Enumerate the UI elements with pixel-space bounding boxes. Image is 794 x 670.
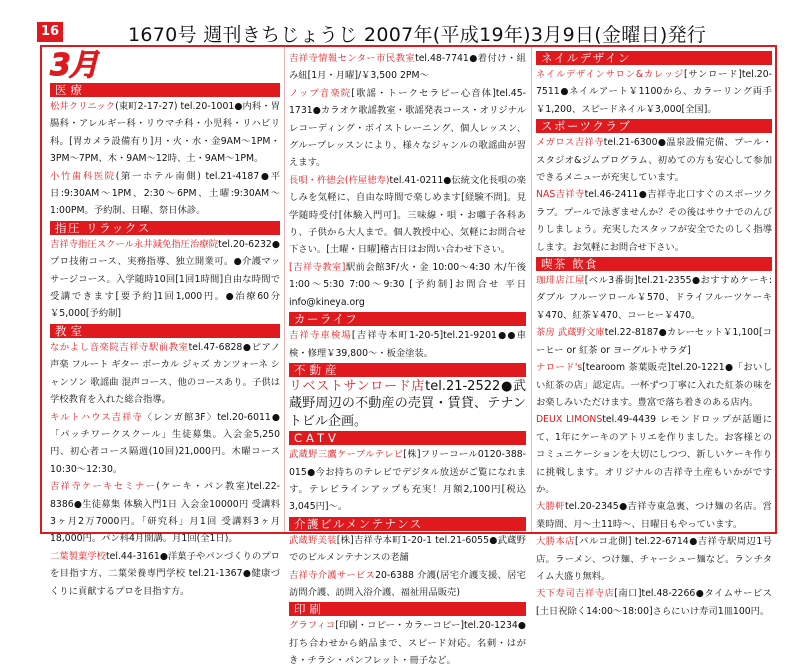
category-heading: ネイルデザイン	[536, 51, 772, 65]
listing-name: ネイルデザインサロン&カレッジ	[536, 69, 685, 80]
listing-name: 吉祥寺指圧スクール永井減免指圧治療院	[50, 238, 219, 250]
column-3	[536, 50, 773, 617]
listing-name: 天下寿司吉祥寺店	[536, 588, 615, 600]
category-heading: 印刷	[289, 602, 526, 616]
listing-text: tel.20-2345●吉祥寺東急裏、つけ麺の名店。営業時間、月〜土11時〜、日曜日もやっています。	[536, 501, 772, 530]
listing-name: なかよし音楽院吉祥寺駅前教室	[50, 341, 189, 353]
listing-name: 珈琲店江屋	[536, 275, 585, 287]
listing-entry	[289, 327, 526, 362]
listing-name: [吉祥寺教室]	[289, 261, 346, 273]
listing-entry	[536, 134, 772, 186]
listing-text: tel.47-6828●ピアノ 声楽 フルート ギター ボーカル ジャズ カンツォーネ シャンソン 歌謡曲 混声コース、他のコースあり。子供は学校教育を入れた総合指導。	[50, 341, 280, 406]
listing-entry	[289, 532, 526, 567]
listing-name: ノップ音楽院	[289, 87, 352, 99]
listing-name: 大勝軒	[536, 501, 565, 513]
listing-text: tel.22-8187●カレーセット￥1,100[コーヒー or 紅茶 or ヨーグルトサラダ]	[536, 327, 772, 356]
listing-text: [吉祥寺本町1-20-5]tel.21-9201●●車検・修理￥39,800〜・板金塗装。	[289, 330, 526, 359]
listing-text: [株]吉祥寺本町1-20-1 tel.21-6055●武蔵野でのビルメンテナンスの老舗	[289, 534, 526, 564]
listing-name: 吉祥寺車検場	[289, 330, 352, 342]
listing-entry	[289, 259, 526, 311]
listing-entry	[536, 272, 772, 324]
listing-entry	[536, 359, 772, 411]
listing-text: [印刷・コピー・カラーコピー]tel.20-1234●打ち合わせから納品まで、スピード対応。名刺・はがき・チラシ・パンフレット・冊子など。	[289, 620, 526, 667]
listing-name: リベストサンロード店	[289, 378, 426, 394]
listing-text: [パルコ北側] tel.22-6714●吉祥寺駅周辺1号店。ラーメン、つけ麺、チャーシュー麺など。ランチタイム大盛り無料。	[536, 536, 772, 582]
category-heading: 介護ビルメンテナンス	[289, 517, 526, 531]
category-heading: 医療	[50, 83, 280, 97]
listing-frame	[40, 45, 777, 667]
category-heading: スポーツクラブ	[536, 119, 772, 133]
listing-name: 吉祥寺情報センター市民教室	[289, 53, 416, 64]
listing-name: NAS吉祥寺	[536, 189, 585, 201]
listing-text: [サンロード]tel.20-7511●ネイルアート￥1100から、カラーリング両手￥1,200、スピードネイル￥3,000[全国]。	[536, 69, 772, 115]
listing-name: メガロス吉祥寺	[536, 137, 604, 149]
listing-entry	[289, 617, 526, 669]
category-heading: CATV	[289, 431, 526, 445]
listing-name: 小竹歯科医院	[50, 170, 116, 182]
month-label: 3月	[50, 48, 97, 83]
listing-text: tel.46-2411●吉祥寺北口すぐのスポーツクラブ。プールで泳ぎませんか？その後はサウナでのんびりしましょう。充実したスタッフが安全でたのしく指導します。お気軽にお問合せ下さい。	[536, 189, 773, 253]
listing-text: [ベル3番街]tel.21-2355●おすすめケーキ:ダブル フルーツロール￥570、ドライフルーツケーキ￥470、紅茶￥470、コーヒー￥470。	[536, 275, 772, 321]
listing-name: DEUX LIMONS	[536, 414, 603, 426]
listing-name: 長唄・杵徳会(杵屋徳寿)	[289, 174, 390, 186]
listing-text: tel.49-4439 レモンドロップが話題にて、1年にケーキのアトリエを作りました。お客様とのコミュニケーションを大切にしつつ、新しいケーキ作りに挑戦します。オリジナルの吉祥寺土産もいかがですか。	[536, 414, 772, 495]
listing-entry	[289, 378, 526, 430]
listing-text: [株]フリーコール0120-388-015●今お持ちのテレビでデジタル放送がご覧になれます。テレビラインアップも充実！月額2,100円[税込3,045円]〜。	[289, 449, 526, 513]
listing-entry	[536, 585, 772, 620]
listing-entry	[289, 50, 526, 85]
listing-text: (ケーキ・パン教室)tel.22-8386●生徒募集 体験入門1日 入会金10000円 受講料3ヶ月2万7000円。「研究科」月1回 受講料3ヶ月18,000円。パン科4月開講。月1回(全1日)。	[50, 481, 280, 545]
listing-name: ナロード's	[536, 362, 583, 374]
page-title: 1670号 週刊きちじょうじ 2007年(平成19年)3月9日(金曜日)発行	[128, 24, 707, 46]
listing-name: 松井クリニック	[50, 101, 116, 112]
listing-text: 〈レンガ館3F〉tel.20-6011●「パッチワークスクール」生徒募集。入会金5,250円、初心者コース隔週(10回)21,000円。木曜コース10:30〜12:30。	[50, 411, 281, 475]
listing-name: 武蔵野美装	[289, 534, 337, 546]
listing-text: tel.20-6232●プロ技術コース、実務指導、独立開業可。●介護マッサージコース。入学随時10回[1回1時間]自由な時間で受講できます[要予約]1回1,000円。●治療60分￥5,000[予約制]	[50, 238, 280, 320]
listing-text: tel.21-2522●武蔵野周辺の不動産の売買・賃貸、テナントビル企画。	[289, 378, 527, 429]
listing-entry	[289, 172, 526, 259]
listing-name: キルトハウス吉祥寺	[50, 411, 143, 423]
listing-text: (東町2-17-27) tel.20-1001●内科・胃腸科・アレルギー科・リウマチ科・小児科・リハビリ科。[胃カメラ設備有り]月・火・水・金9AM〜1PM・3PM〜7PM、木・9AM〜12時、土・9AM〜1PM。	[50, 101, 280, 165]
listing-entry	[50, 339, 280, 409]
listing-entry	[536, 66, 772, 118]
listing-name: グラフィコ	[289, 620, 336, 632]
listing-entry	[536, 498, 772, 533]
column-divider	[531, 47, 532, 532]
listing-entry	[50, 236, 280, 323]
listing-name: 武蔵野三鷹ケーブルテレビ	[289, 449, 404, 461]
category-heading: カーライフ	[289, 312, 526, 326]
listing-name: 吉祥寺介護サービス	[289, 569, 376, 581]
column-divider	[284, 47, 285, 532]
listing-entry	[536, 186, 772, 256]
listing-entry	[536, 324, 772, 359]
listing-name: 吉祥寺ケーキセミナー	[50, 481, 157, 493]
listing-text: (第一ホテル南側) tel.21-4187●平日:9:30AM〜1PM、2:30〜6PM、土曜:9:30AM〜1:00PM。予約制、日曜、祭日休診。	[50, 170, 280, 217]
category-heading: 喫茶 飲食	[536, 257, 772, 271]
listing-text: [南口]tel.48-2266●タイムサービス[土日祝除く14:00〜18:00]さらにいけ寿司1皿100円。	[536, 588, 772, 617]
listing-entry	[50, 98, 280, 168]
category-heading: 不動産	[289, 363, 526, 377]
category-heading: 指圧 リラックス	[50, 221, 280, 235]
listing-text: [歌謡・トークセラピー心音体]tel.45-1731●カラオケ歌謡教室・歌謡発表コース・オリジナルレコーディング・ボイストレーニング、個人レッスン、グループレッスンにより、様々なジャンルの歌謡曲が習えます。	[289, 87, 526, 169]
listing-entry	[50, 478, 280, 548]
page-number: 16	[37, 22, 63, 42]
listing-entry	[536, 533, 772, 585]
listing-entry	[289, 567, 526, 602]
listing-text: tel.21-6300●温泉設備完備、プール・スタジオ&ジムプログラム、初めての方も安心して参加できるメニューが充実しています。	[536, 137, 772, 184]
listing-entry	[289, 85, 526, 172]
listing-name: 茶房 武蔵野文庫	[536, 327, 605, 339]
listing-entry	[289, 446, 526, 516]
listing-name: 二葉製菓学校	[50, 550, 107, 562]
listing-entry	[50, 168, 280, 220]
listing-entry	[50, 409, 280, 479]
category-heading: 教室	[50, 324, 280, 338]
listing-text: tel.41-0211●伝統文化長唄の楽しみを気軽に、自由な時間で楽しめます[経験不問]。見学随時受付[体験入門可]。三味線・唄・お囃子各科あり、子供から大人まで。個人教授中心、気軽にお問合せ下さい。[土曜・日曜]稽古日はお問い合わせ下さい。	[289, 174, 526, 256]
listing-text: [tearoom 茶葉販売]tel.20-1221●「おいしい紅茶の店」認定店。一杯ずつ丁寧に入れた紅茶の味をお楽しみいただけます。豊富で落ち着きのある店内。	[536, 362, 772, 408]
listing-entry	[50, 548, 280, 600]
listing-name: 大勝本店	[536, 536, 576, 548]
column-1	[50, 48, 281, 597]
listing-text: 20-6388 介護(居宅介護支援、居宅訪問介護、訪問入浴介護、福祉用品販売)	[289, 569, 526, 598]
listing-text: 駅前会館3F/火・金 10:00〜4:30 木/午後1:00〜5:30 7:00〜9:30 [予約制]お問合せ 平日 info@kineya.org	[289, 261, 526, 308]
listing-text: tel.48-7741●着付け・組み紐[1月・月曜]/￥3,500 2PM〜	[289, 53, 526, 82]
listing-text: tel.44-3161●洋菓子やパンづくりのプロを目指す方、二葉栄養専門学校 tel.21-1367●健康づくりに貢献するプロを目指す方。	[50, 550, 280, 597]
column-2	[289, 50, 527, 667]
listing-entry	[536, 411, 772, 498]
